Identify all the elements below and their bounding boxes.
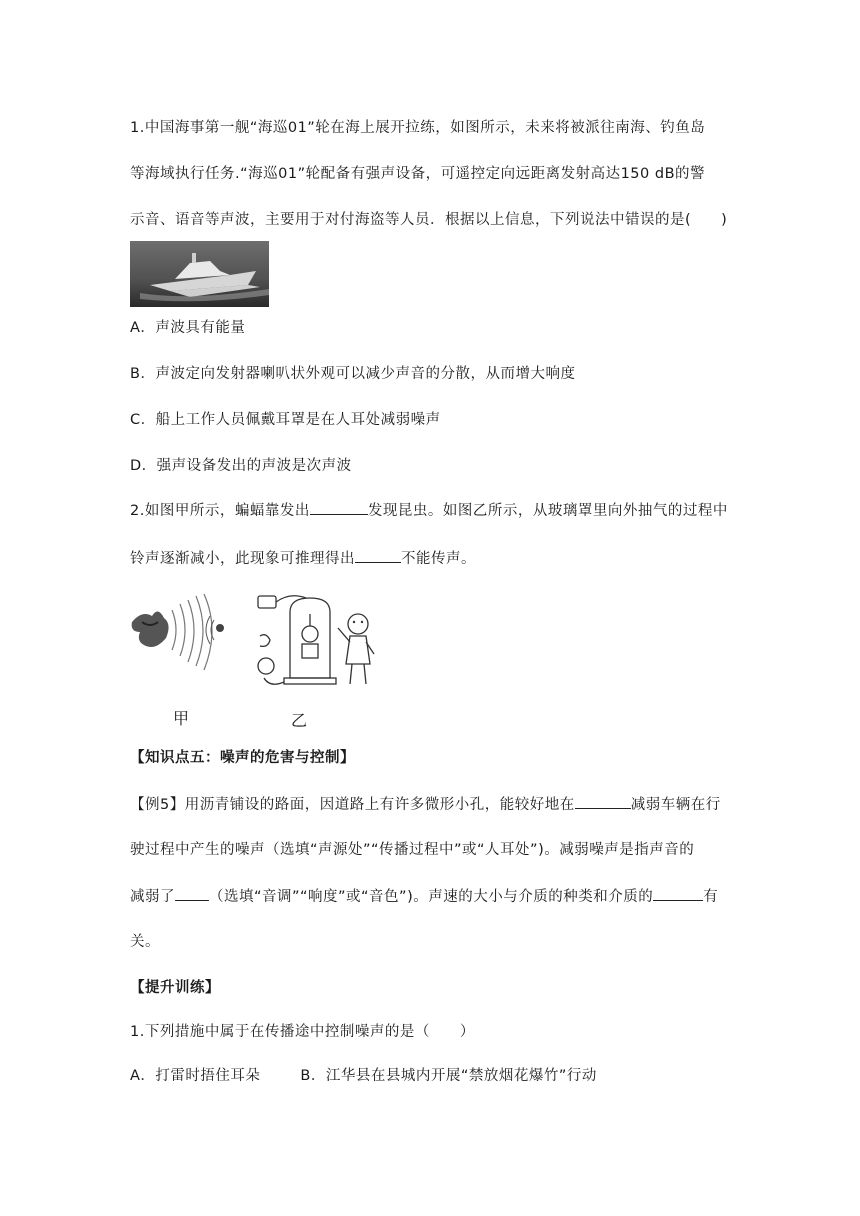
example5-line-3: [130, 886, 718, 907]
example5-line-4: 关。: [130, 934, 160, 950]
example5-line-2: 驶过程中产生的噪声（选填“声源处”“传播过程中”或“人耳处”)。减弱噪声是指声音的: [130, 842, 695, 858]
patrol-ship-photo: [130, 241, 269, 307]
q2-text: 2.如图甲所示，蝙蝠靠发出: [130, 503, 310, 519]
training-q1-options: [130, 1066, 597, 1086]
fill-blank: [175, 886, 209, 901]
example5-text: 减弱车辆在行: [630, 797, 721, 813]
section-heading: 【知识点五：噪声的危害与控制】: [130, 750, 355, 766]
example5-text: 【例5】用沥青铺设的路面，因道路上有许多微形小孔，能较好地在: [130, 797, 575, 813]
bell-jar-figure: [250, 592, 380, 692]
q1-option-d: D．强声设备发出的声波是次声波: [130, 458, 352, 474]
example5-text: （选填“音调”“响度”或“音色”)。声速的大小与介质的种类和介质的: [209, 889, 654, 905]
q1-option-c: C．船上工作人员佩戴耳罩是在人耳处减弱噪声: [130, 412, 441, 428]
q1-option-a: A．声波具有能量: [130, 320, 246, 336]
q2-text: 铃声逐渐减小，此现象可推理得出: [130, 551, 355, 567]
fill-blank: [653, 886, 703, 901]
training-option-a: A．打雷时捂住耳朵: [130, 1068, 261, 1084]
bat-echolocation-figure: [128, 592, 238, 672]
example5-text: 有: [703, 889, 719, 905]
q2-stem-line-1: [130, 500, 728, 521]
q2-text: 发现昆虫。如图乙所示，从玻璃罩里向外抽气的过程中: [367, 503, 728, 519]
q1-stem-line-1: 1.中国海事第一舰“海巡01”轮在海上展开拉练，如图所示，未来将被派往南海、钓鱼岛: [130, 120, 706, 136]
example5-text: 减弱了: [130, 889, 175, 905]
q1-stem-line-3: 示音、语音等声波，主要用于对付海盗等人员．根据以上信息，下列说法中错误的是( ): [130, 212, 728, 228]
example5-line-1: [130, 794, 721, 815]
fill-blank: [355, 548, 401, 563]
figure-label-jia: 甲: [173, 709, 190, 728]
q2-stem-line-2: [130, 548, 476, 569]
q1-option-b: B．声波定向发射器喇叭状外观可以减少声音的分散，从而增大响度: [130, 366, 576, 382]
training-option-b: B．江华县在县城内开展“禁放烟花爆竹”行动: [300, 1068, 597, 1084]
fill-blank: [575, 794, 631, 809]
q1-stem-line-2: 等海域执行任务.“海巡01”轮配备有强声设备，可遥控定向远距离发射高达150 dB的警: [130, 166, 706, 182]
figure-label-yi: 乙: [291, 711, 308, 730]
q2-text: 不能传声。: [401, 551, 476, 567]
training-q1-stem: 1.下列措施中属于在传播途中控制噪声的是（ ）: [130, 1024, 475, 1040]
training-heading: 【提升训练】: [130, 980, 220, 996]
fill-blank: [310, 500, 368, 515]
